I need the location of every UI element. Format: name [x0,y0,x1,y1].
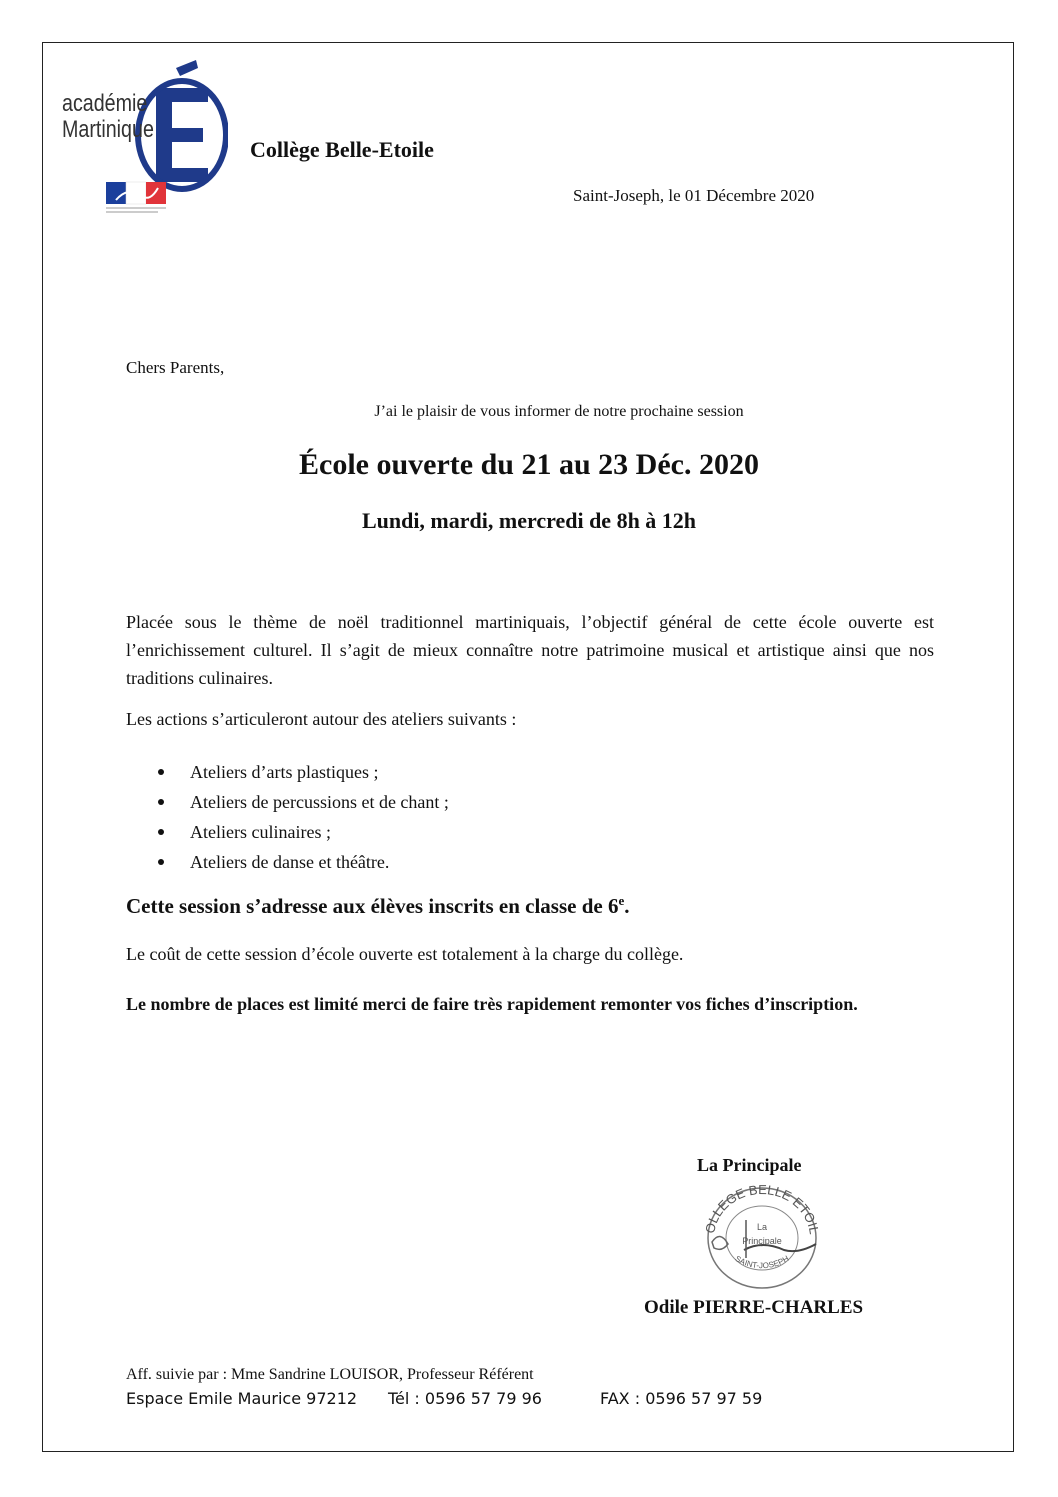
workshop-label: Ateliers d’arts plastiques ; [190,762,379,782]
list-item [150,817,449,847]
list-item [150,757,449,787]
bullet-icon [158,769,164,775]
logo-accent [176,60,198,76]
workshop-label: Ateliers de percussions et de chant ; [190,792,449,812]
bullet-icon [158,799,164,805]
target-audience [126,893,630,919]
stamp-center-line1: La [756,1222,768,1232]
logo-text-martinique: Martinique [62,116,154,143]
stamp-top-text: OLLEGE BELLE ETOIL [702,1181,822,1236]
logo-e-shape [156,88,208,182]
workshop-label: Ateliers culinaires ; [190,822,331,842]
bullet-icon [158,829,164,835]
target-sup: e [618,893,625,908]
stamp-bottom-text: SAINT-JOSEPH [733,1253,791,1271]
phone: Tél : 0596 57 79 96 [388,1389,542,1408]
greeting: Chers Parents, [126,358,225,377]
academie-martinique-logo [58,58,228,218]
dateline: Saint-Joseph, le 01 Décembre 2020 [573,186,815,205]
cost-note: Le coût de cette session d’école ouverte est totalement à la charge du collège. [126,944,684,964]
stamp-graphic [692,1180,832,1290]
event-title: École ouverte du 21 au 23 Déc. 2020 [299,448,759,481]
list-item [150,847,449,877]
workshop-list [150,757,449,877]
flag-red [146,182,166,204]
bullet-icon [158,859,164,865]
fax: FAX : 0596 57 97 59 [600,1389,763,1408]
signature-title: La Principale [697,1155,802,1175]
limit-note: Le nombre de places est limité merci de faire très rapidement remonter vos fiches d’inscription. [126,994,858,1014]
workshop-label: Ateliers de danse et théâtre. [190,852,390,872]
list-item [150,787,449,817]
follow-up-line: Aff. suivie par : Mme Sandrine LOUISOR, Professeur Référent [126,1366,534,1383]
address: Espace Emile Maurice 97212 [126,1389,358,1408]
target-text: Cette session s’adresse aux élèves inscrits en classe de 6 [126,894,619,918]
college-name: Collège Belle-Etoile [250,137,434,162]
workshops-lead: Les actions s’articuleront autour des ateliers suivants : [126,709,517,729]
logo-text-academie: académie [62,90,148,117]
target-end: . [624,894,630,918]
event-schedule: Lundi, mardi, mercredi de 8h à 12h [361,508,697,533]
official-stamp [692,1180,832,1290]
description-paragraph: Placée sous le thème de noël traditionnel martiniquais, l’objectif général de cette école ouverte est l’enrichissement culturel. Il s’agit de mieux connaître notre patrimoine musical et artistique ainsi que nos traditions culinaires. [126,612,934,688]
signatory-name: Odile PIERRE-CHARLES [644,1297,864,1318]
page-frame [42,42,1014,1452]
stamp-center-line2: Principale [742,1236,782,1246]
intro-line: J’ai le plaisir de vous informer de notre prochaine session [374,403,744,420]
